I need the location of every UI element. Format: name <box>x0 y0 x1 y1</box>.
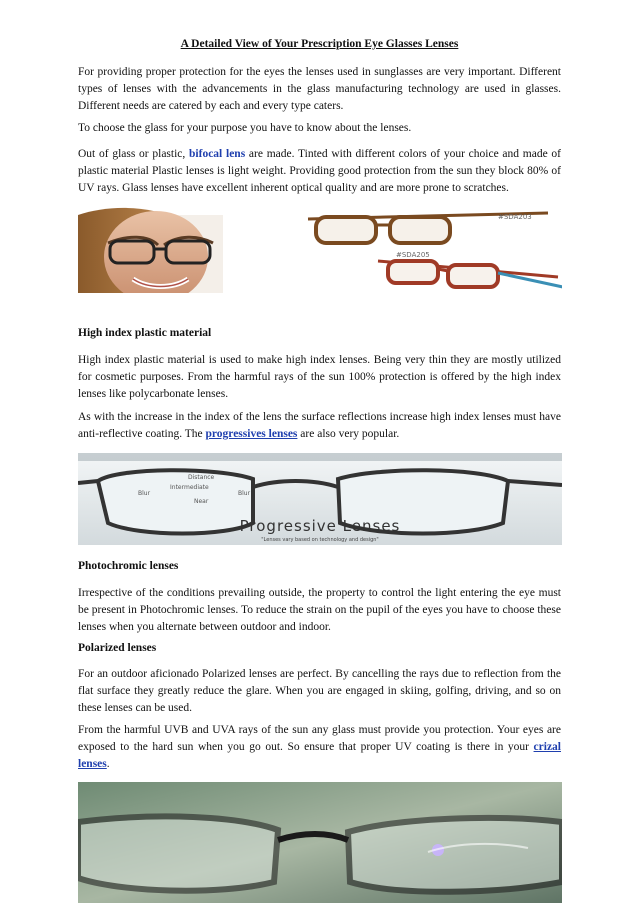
intro-paragraph: For providing proper protection for the eyes the lenses used in sunglasses are very important. Different types of lenses with the advancements in the glass manufacturing technology are used in glasses. Different needs are catered by each and every type caters. <box>78 66 561 112</box>
frame-code-top: #SDA203 <box>498 213 532 221</box>
bifocal-lens-link[interactable]: bifocal lens <box>189 148 246 160</box>
polarized-paragraph: For an outdoor aficionado Polarized lenses are perfect. By cancelling the rays due to reflection from the flat surface they greatly reduce the glare. When you are engaged in skiing, golfing, driving, and so on these lenses can be used. <box>78 668 561 714</box>
text-run: Out of glass or plastic, <box>78 148 190 160</box>
eyeglasses-closeup-image <box>78 782 562 903</box>
eyeglasses-illustration <box>78 782 562 903</box>
heading-photochromic: Photochromic lenses <box>78 560 179 572</box>
progressive-lenses-image <box>78 453 562 545</box>
uv-paragraph <box>78 722 561 773</box>
heading-polarized: Polarized lenses <box>78 642 157 654</box>
crizal-link[interactable]: crizal <box>533 741 561 753</box>
progressive-lenses-title: Progressive Lenses <box>239 517 401 535</box>
bifocal-paragraph <box>78 146 561 197</box>
zone-label: Distance <box>188 474 215 481</box>
progressive-lenses-illustration <box>78 453 562 545</box>
photochromic-paragraph: Irrespective of the conditions prevailing outside, the property to control the light entering the eye must be present in Photochromic lenses. To reduce the strain on the pupil of the eyes you have to choose these lenses when you alternate between outdoor and indoor. <box>78 587 561 633</box>
zone-label: Near <box>194 498 209 505</box>
glasses-frames-image <box>78 205 562 293</box>
frames-illustration <box>78 205 562 293</box>
anti-reflective-paragraph <box>78 409 561 443</box>
text-run: From the harmful UVB and UVA rays of the sun any glass must provide you protection. Your eyes are exposed to the hard sun when you go out. So ensure that proper UV coating is there in your <box>78 724 561 753</box>
text-run: As with the increase in the index of the lens the surface reflections increase high index lenses must have anti-reflective coating. The <box>78 411 561 440</box>
progressive-lenses-caption: "Lenses vary based on technology and design" <box>261 537 379 543</box>
zone-label: Intermediate <box>170 484 209 491</box>
progressives-lenses-link[interactable]: progressives lenses <box>205 428 298 440</box>
text-run: . <box>106 758 110 770</box>
text-run: are made. Tinted with different colors of your choice and made of plastic material Plastic lenses is light weight. Providing good protection from the sun they block 80% of UV rays. Glass lenses have excellent inherent optical quality and are more prone to scratches. <box>78 148 561 194</box>
zone-label: Blur <box>238 490 251 497</box>
page-title: A Detailed View of Your Prescription Eye Glasses Lenses <box>180 38 459 50</box>
zone-label: Blur <box>138 490 151 497</box>
high-index-paragraph: High index plastic material is used to make high index lenses. Being very thin they are mostly utilized for cosmetic purposes. From the harmful rays of the sun 100% protection is offered by the high index lenses like polycarbonate lenses. <box>78 354 561 400</box>
heading-high-index: High index plastic material <box>78 327 212 339</box>
crizal-lenses-link[interactable]: lenses <box>78 758 107 770</box>
choose-paragraph: To choose the glass for your purpose you have to know about the lenses. <box>78 122 412 134</box>
frame-code-bottom: #SDA205 <box>396 251 430 259</box>
text-run: are also very popular. <box>297 428 400 440</box>
